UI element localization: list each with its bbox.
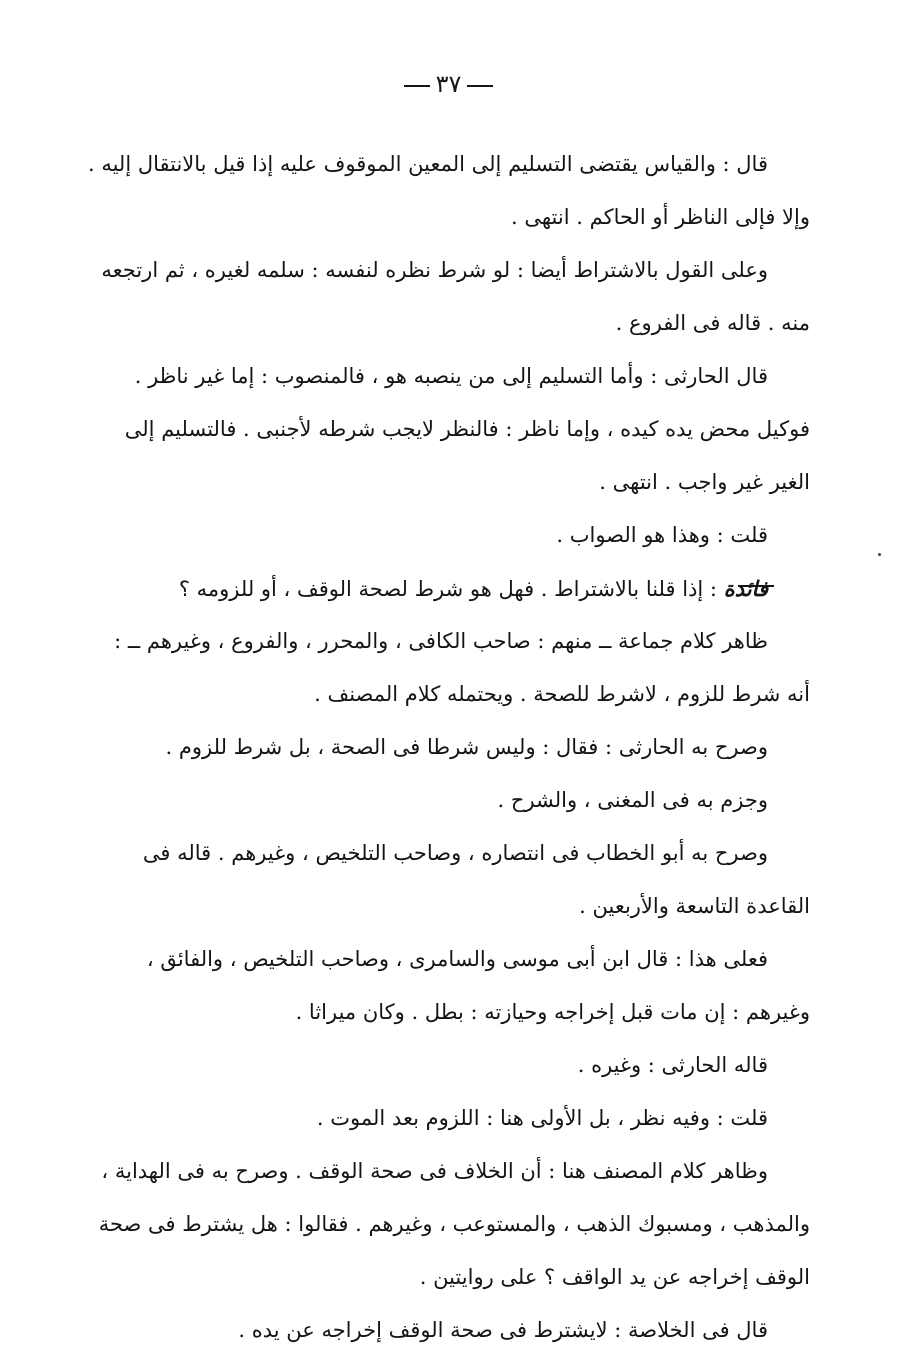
scan-speck xyxy=(878,553,881,556)
line-text: قال : والقياس يقتضى التسليم إلى المعين الموقوف عليه إذا قيل بالانتقال إليه . xyxy=(87,152,768,176)
line-text: قاله الحارثى : وغيره . xyxy=(577,1053,768,1077)
text-line xyxy=(146,933,810,986)
text-line xyxy=(114,615,810,668)
text-line xyxy=(160,456,810,509)
text-line xyxy=(160,774,810,827)
text-line xyxy=(101,1145,810,1198)
text-line xyxy=(160,297,810,350)
line-text: منه . قاله فى الفروع . xyxy=(615,311,810,335)
line-text: وغيرهم : إن مات قبل إخراجه وحيازته : بطل . وكان ميراثا . xyxy=(295,1000,810,1024)
text-line xyxy=(160,1092,810,1145)
text-line xyxy=(160,509,810,562)
line-text: وظاهر كلام المصنف هنا : أن الخلاف فى صحة الوقف . وصرح به فى الهداية ، xyxy=(101,1159,768,1183)
line-lead-word: فائدة xyxy=(723,576,768,601)
line-text: الغير غير واجب . انتهى . xyxy=(599,470,810,494)
text-line xyxy=(98,1198,810,1251)
line-text: والمذهب ، ومسبوك الذهب ، والمستوعب ، وغيرهم . فقالوا : هل يشترط فى صحة xyxy=(98,1212,810,1236)
line-text: فوكيل محض يده كيده ، وإما ناظر : فالنظر لايجب شرطه لأجنبى . فالتسليم إلى xyxy=(124,417,810,441)
line-text: قال فى الخلاصة : لايشترط فى صحة الوقف إخراجه عن يده . xyxy=(238,1318,768,1342)
line-text: وإلا فإلى الناظر أو الحاكم . انتهى . xyxy=(511,205,810,229)
text-line xyxy=(160,668,810,721)
text-line xyxy=(134,350,810,403)
text-line xyxy=(160,562,810,615)
page-number-text: ٣٧ xyxy=(435,70,462,98)
text-body xyxy=(87,138,810,1357)
line-text: قلت : وفيه نظر ، بل الأولى هنا : اللزوم بعد الموت . xyxy=(316,1106,768,1130)
text-line xyxy=(87,138,810,191)
line-text: وصرح به أبو الخطاب فى انتصاره ، وصاحب التلخيص ، وغيرهم . قاله فى xyxy=(142,841,768,865)
text-line xyxy=(160,986,810,1039)
text-line xyxy=(160,1039,810,1092)
page-number-dash-right xyxy=(467,85,493,87)
text-line xyxy=(160,191,810,244)
text-line xyxy=(160,880,810,933)
line-text: فعلى هذا : قال ابن أبى موسى والسامرى ، وصاحب التلخيص ، والفائق ، xyxy=(146,947,768,971)
line-text: الوقف إخراجه عن يد الواقف ؟ على روايتين . xyxy=(419,1265,810,1289)
line-text: قال الحارثى : وأما التسليم إلى من ينصبه هو ، فالمنصوب : إما غير ناظر . xyxy=(134,364,768,388)
text-line xyxy=(124,403,810,456)
page-number xyxy=(0,70,897,98)
line-text: القاعدة التاسعة والأربعين . xyxy=(579,894,810,918)
text-line xyxy=(160,1251,810,1304)
text-line xyxy=(160,1304,810,1357)
line-text: قلت : وهذا هو الصواب . xyxy=(556,523,768,547)
page-number-dash-left xyxy=(404,85,430,87)
line-text: : إذا قلنا بالاشتراط . فهل هو شرط لصحة الوقف ، أو للزومه ؟ xyxy=(178,577,724,601)
line-text: وصرح به الحارثى : فقال : وليس شرطا فى الصحة ، بل شرط للزوم . xyxy=(165,735,768,759)
line-text: ظاهر كلام جماعة ــ منهم : صاحب الكافى ، والمحرر ، والفروع ، وغيرهم ــ : xyxy=(114,629,768,653)
text-line xyxy=(142,827,810,880)
text-line xyxy=(101,244,810,297)
line-text: أنه شرط للزوم ، لاشرط للصحة . ويحتمله كلام المصنف . xyxy=(314,682,810,706)
text-line xyxy=(160,721,810,774)
line-text: وجزم به فى المغنى ، والشرح . xyxy=(497,788,768,812)
line-text: وعلى القول بالاشتراط أيضا : لو شرط نظره لنفسه : سلمه لغيره ، ثم ارتجعه xyxy=(101,258,768,282)
